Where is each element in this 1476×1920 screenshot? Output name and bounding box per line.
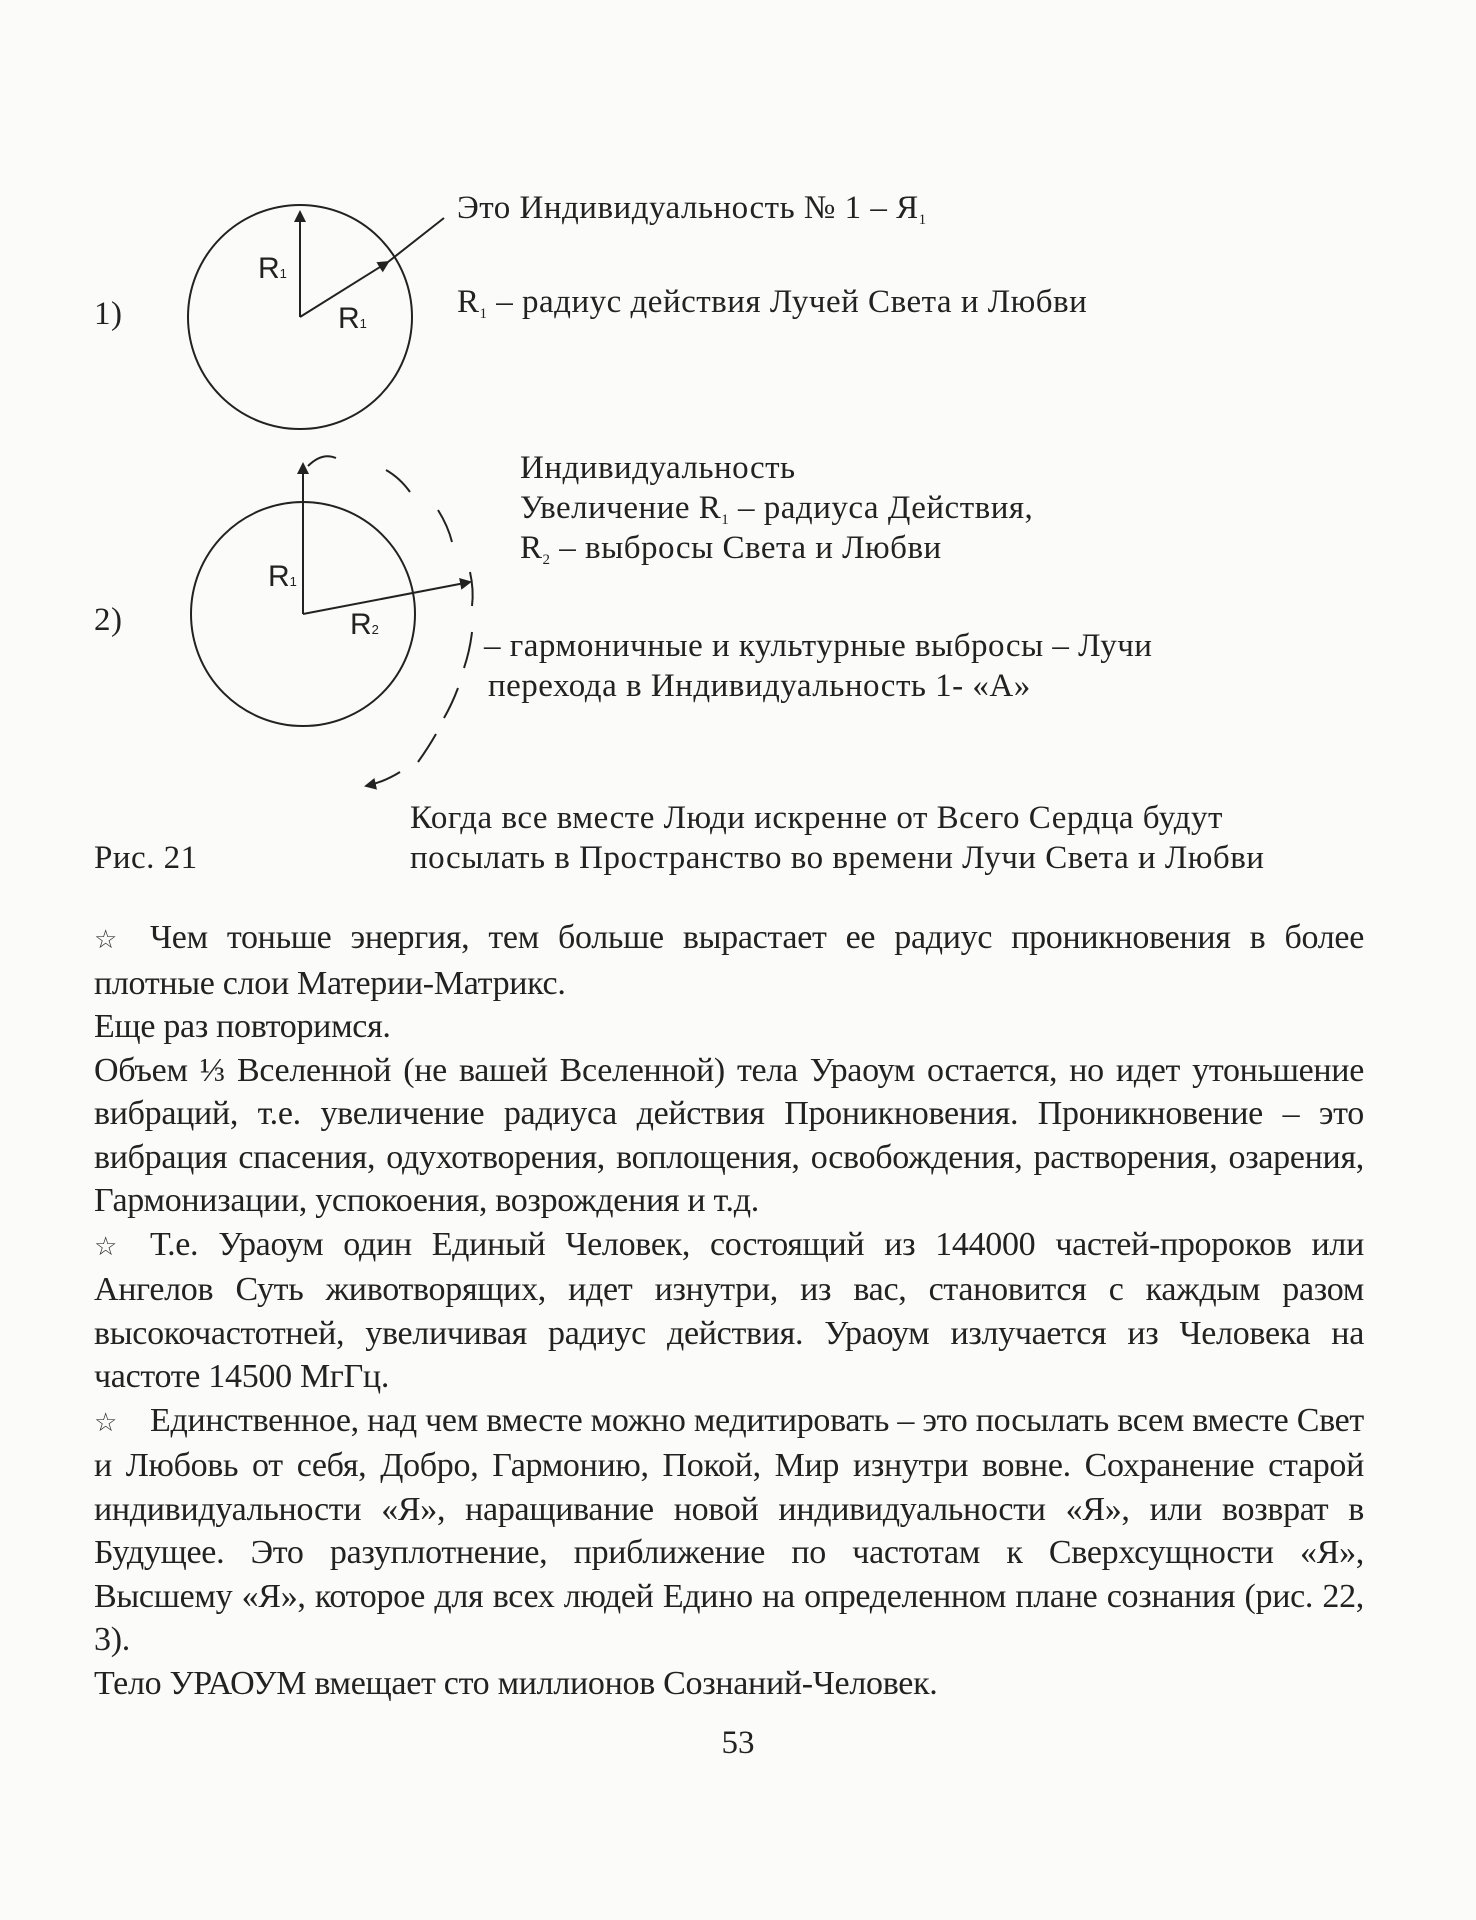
paragraph-text: Т.е. Ураоум один Единый Человек, состоящий из 144000 частей-пророков или Ангелов Суть животворящих, идет изнутри, из вас, становится с каждым разом высокочастотней, увеличивая радиус действия. Ураоум излучается из Человека на частоте 14500 МгГц. — [94, 1225, 1364, 1395]
fig1-title-sub: 1 — [918, 212, 927, 228]
fig2-line4: – гармоничные и культурные выбросы – Лучи — [484, 628, 1153, 664]
page-number: 53 — [721, 1725, 755, 1761]
fig2-line2 — [520, 490, 1033, 529]
fig2-drawing — [191, 456, 473, 786]
paragraph — [94, 1005, 1364, 1049]
fig2-r-vertical-main: R — [268, 560, 290, 593]
paragraph-text: Тело УРАОУМ вмещает сто миллионов Сознаний-Человек. — [94, 1664, 938, 1702]
fig2-r-vertical-label — [268, 560, 297, 594]
fig2-r-vertical-sub: 1 — [289, 574, 297, 589]
fig2-line2-sub: 1 — [721, 512, 730, 528]
fig2-arc-seg5 — [464, 632, 472, 668]
star-icon: ☆ — [94, 1407, 118, 1437]
fig1-radius-sub: 1 — [479, 306, 488, 322]
fig2-line1: Индивидуальность — [520, 450, 796, 486]
paragraph — [94, 1223, 1364, 1399]
fig2-line3-pre: R — [520, 530, 543, 566]
fig2-arc-seg6 — [444, 688, 458, 718]
figure-caption-line1: Когда все вместе Люди искренне от Всего Сердца будут — [410, 800, 1223, 836]
fig2-r-horizontal-label — [350, 608, 379, 642]
figure-caption-label: Рис. 21 — [94, 840, 198, 876]
fig2-arc-seg2 — [386, 470, 410, 492]
fig1-number: 1) — [94, 296, 123, 332]
body-text — [94, 916, 1364, 1705]
fig2-line5: перехода в Индивидуальность 1- «А» — [488, 668, 1031, 704]
paragraph-text: Объем ⅓ Вселенной (не вашей Вселенной) тела Ураоум остается, но идет утоньшение вибраций, т.е. увеличение радиуса действия Проникновения. Проникновение – это вибрация спасения, одухотворения, воплощения, освобождения, растворения, озарения, Гармонизации, успокоения, возрождения и т.д. — [94, 1051, 1364, 1219]
figure-21-drawing — [0, 0, 1476, 830]
paragraph-text: Чем тоньше энергия, тем больше вырастает ее радиус проникновения в более плотные слои Материи-Матрикс. — [94, 919, 1364, 1002]
paragraph-text: Еще раз повторимся. — [94, 1008, 391, 1045]
fig2-r-horizontal-main: R — [350, 608, 372, 641]
fig2-line3 — [520, 530, 942, 569]
fig2-arc-seg8 — [366, 772, 400, 786]
fig1-r-diagonal-sub: 1 — [359, 316, 367, 331]
paragraph — [94, 916, 1364, 1005]
paragraph — [94, 1662, 1364, 1706]
fig2-r-horizontal-sub: 2 — [371, 622, 379, 637]
fig1-r-vertical-sub: 1 — [279, 266, 287, 281]
fig1-r-diagonal-main: R — [338, 302, 360, 335]
fig1-radius-post: – радиус действия Лучей Света и Любви — [487, 284, 1088, 320]
fig1-title — [457, 190, 927, 229]
fig2-line2-post: – радиуса Действия, — [729, 490, 1034, 526]
fig2-line2-pre: Увеличение R — [520, 490, 722, 526]
paragraph — [94, 1049, 1364, 1223]
fig1-r-vertical-main: R — [258, 252, 280, 285]
star-icon: ☆ — [94, 1231, 118, 1261]
fig1-title-main: Это Индивидуальность № 1 – Я — [457, 190, 919, 226]
fig1-leader-line — [388, 218, 444, 262]
fig1-drawing — [188, 205, 444, 429]
paragraph-text: Единственное, над чем вместе можно медитировать – это посылать всем вместе Свет и Любовь от себя, Добро, Гармонию, Покой, Мир изнутри вовне. Сохранение старой индивидуальности «Я», наращивание новой индивидуальности «Я», или возврат в Будущее. Это разуплотнение, приближение по частотам к Сверхсущности «Я», Высшему «Я», которое для всех людей Едино на определенном плане сознания (рис. 22, 3). — [94, 1401, 1364, 1658]
fig2-arc-seg7 — [418, 734, 436, 762]
figure-caption-line2: посылать в Пространство во времени Лучи Света и Любви — [410, 840, 1265, 876]
fig2-arc-seg4 — [470, 572, 473, 606]
fig2-line3-post: – выбросы Света и Любви — [550, 530, 942, 566]
fig2-arc-seg1 — [308, 456, 336, 466]
fig2-number: 2) — [94, 602, 123, 638]
fig1-r-vertical-label — [258, 252, 287, 286]
fig2-arc-seg3 — [438, 510, 452, 542]
star-icon: ☆ — [94, 925, 118, 954]
fig2-horizontal-radius — [303, 582, 470, 614]
fig2-line3-sub: 2 — [542, 552, 551, 568]
fig1-radius-description — [457, 284, 1087, 323]
fig1-radius-pre: R — [457, 284, 480, 320]
paragraph — [94, 1399, 1364, 1662]
fig1-r-diagonal-label — [338, 302, 367, 336]
